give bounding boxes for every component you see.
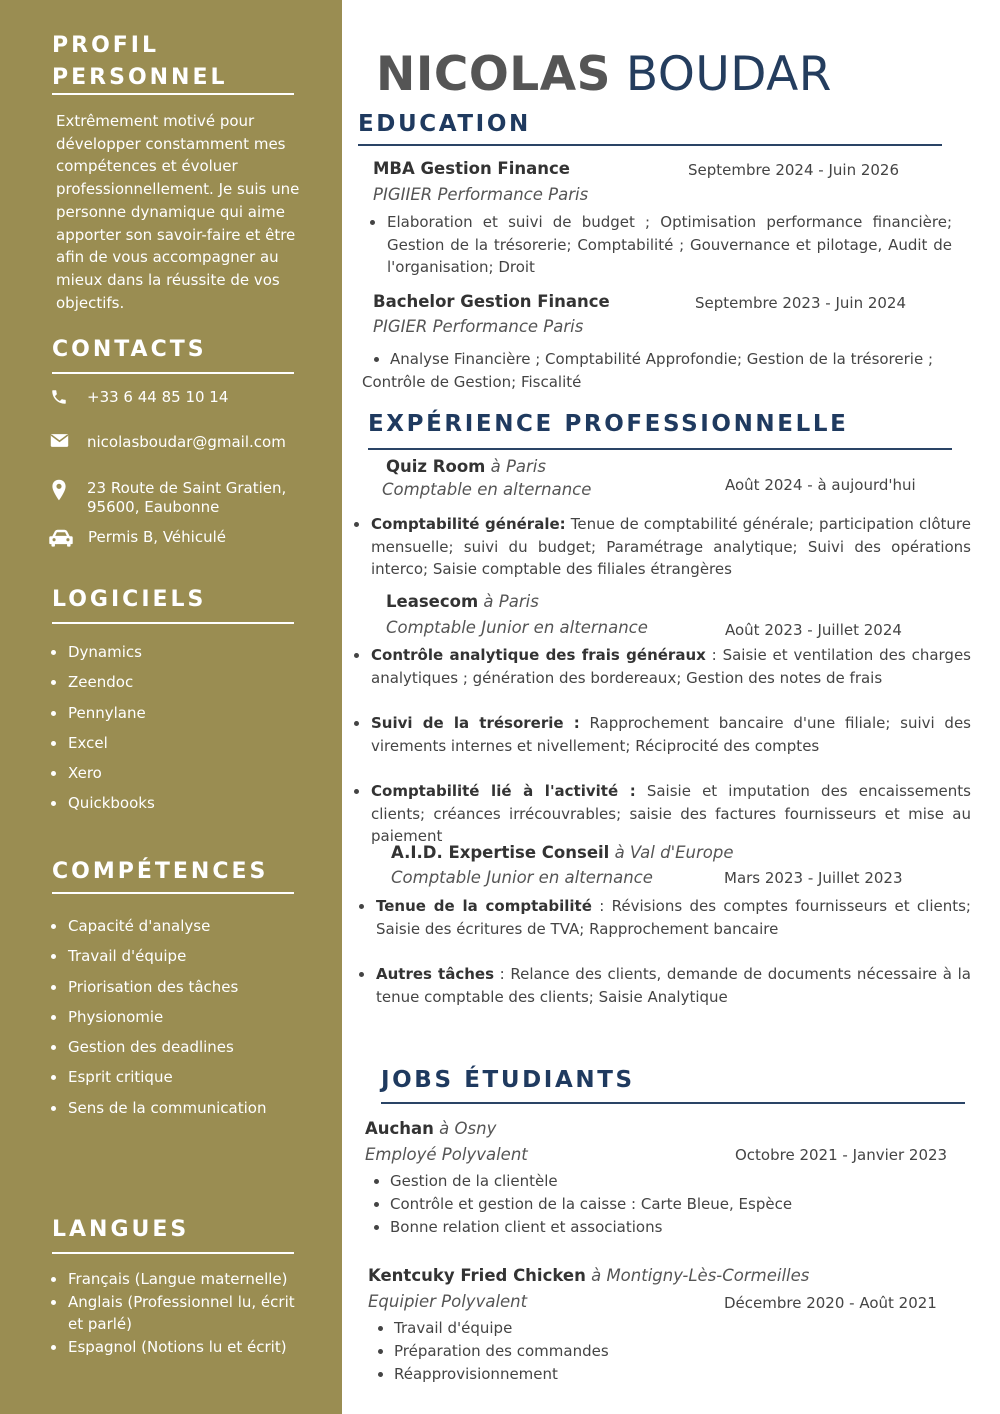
list-item: Gestion de la clientèle xyxy=(390,1170,792,1193)
list-item: Quickbooks xyxy=(50,788,310,818)
student-job-role: Employé Polyvalent xyxy=(365,1145,528,1164)
job-company: Quiz Room à Paris xyxy=(386,457,546,476)
profile-text: Extrêmement motivé pour développer constamment mes compétences et évoluer professionnellement. Je suis une personne dynamique qui aime apporter son savoir-faire et être afin de vous accompagner au mieux dans la réussite de vos objectifs. xyxy=(56,112,300,312)
sidebar xyxy=(0,0,342,1414)
phone-number: +33 6 44 85 10 14 xyxy=(87,388,229,406)
languages-list xyxy=(50,1268,300,1359)
education-details-continued: Contrôle de Gestion; Fiscalité xyxy=(362,373,582,391)
education-title: MBA Gestion Finance xyxy=(373,159,570,178)
list-item: Analyse Financière ; Comptabilité Approfondie; Gestion de la trésorerie ; xyxy=(390,348,933,371)
car-icon xyxy=(48,528,74,550)
experience-heading: EXPÉRIENCE PROFESSIONNELLE xyxy=(368,411,849,437)
email-address: nicolasboudar@gmail.com xyxy=(87,433,286,451)
list-item: Esprit critique xyxy=(50,1062,310,1092)
list-item: Zeendoc xyxy=(50,667,310,697)
job-dates: Août 2023 - Juillet 2024 xyxy=(725,621,902,639)
list-item: Bonne relation client et associations xyxy=(390,1216,792,1239)
job-dates: Mars 2023 - Juillet 2023 xyxy=(724,869,903,887)
candidate-name xyxy=(376,46,832,104)
languages-divider xyxy=(52,1252,294,1254)
education-details xyxy=(390,348,933,371)
student-job-tasks xyxy=(390,1170,792,1239)
job-task: Tenue de la comptabilité : Révisions des comptes fournisseurs et clients; Saisie des écritures de TVA; Rapprochement bancaire xyxy=(376,895,971,940)
list-item: Capacité d'analyse xyxy=(50,911,310,941)
student-job-company: Kentcuky Fried Chicken à Montigny-Lès-Cormeilles xyxy=(368,1266,810,1285)
list-item: Pennylane xyxy=(50,698,310,728)
list-item: Préparation des commandes xyxy=(394,1340,609,1363)
contacts-heading: CONTACTS xyxy=(52,337,207,362)
student-job-dates: Décembre 2020 - Août 2021 xyxy=(724,1294,937,1312)
job-role: Comptable Junior en alternance xyxy=(386,618,648,637)
mail-icon xyxy=(50,433,76,455)
education-divider xyxy=(358,144,942,146)
education-school: PIGIIER Performance Paris xyxy=(373,185,589,204)
software-heading: LOGICIELS xyxy=(52,587,207,612)
education-school: PIGIER Performance Paris xyxy=(373,317,584,336)
job-company: Leasecom à Paris xyxy=(386,592,539,611)
education-dates: Septembre 2024 - Juin 2026 xyxy=(688,161,900,179)
list-item: Contrôle et gestion de la caisse : Carte Bleue, Espèce xyxy=(390,1193,792,1216)
job-task: Comptabilité générale: Tenue de comptabilité générale; participation clôture mensuelle; suivi du budget; Paramétrage analytique; Suivi des opérations interco; Saisie comptable des filiales étrangères xyxy=(371,513,971,581)
skills-list xyxy=(50,911,310,1123)
student-job-company: Auchan à Osny xyxy=(365,1119,497,1138)
address-line1: 23 Route de Saint Gratien, xyxy=(87,479,287,497)
student-jobs-divider xyxy=(381,1102,965,1104)
phone-icon xyxy=(50,388,76,410)
education-dates: Septembre 2023 - Juin 2024 xyxy=(695,294,907,312)
first-name: NICOLAS xyxy=(376,47,611,102)
profile-divider xyxy=(52,93,294,95)
contacts-divider xyxy=(52,372,294,374)
list-item: Xero xyxy=(50,758,310,788)
list-item: Physionomie xyxy=(50,1002,310,1032)
list-item: Travail d'équipe xyxy=(394,1317,609,1340)
list-item: Excel xyxy=(50,728,310,758)
job-task: Contrôle analytique des frais généraux : Saisie et ventilation des charges analytiques ; génération des bordereaux; Gestion des notes de frais xyxy=(371,644,971,689)
list-item: Travail d'équipe xyxy=(50,941,310,971)
education-heading: EDUCATION xyxy=(358,111,531,137)
student-job-tasks xyxy=(394,1317,609,1386)
skills-heading: COMPÉTENCES xyxy=(52,859,269,884)
job-dates: Août 2024 - à aujourd'hui xyxy=(725,476,916,494)
location-pin-icon xyxy=(50,479,76,501)
list-item: Espagnol (Notions lu et écrit) xyxy=(50,1336,300,1359)
student-job-dates: Octobre 2021 - Janvier 2023 xyxy=(735,1146,948,1164)
list-item: Français (Langue maternelle) xyxy=(50,1268,300,1291)
list-item: Anglais (Professionnel lu, écrit et parlé) xyxy=(50,1291,300,1336)
job-task: Suivi de la trésorerie : Rapprochement bancaire d'une filiale; suivi des virements internes et nivellement; Réciprocité des comptes xyxy=(371,712,971,757)
languages-heading: LANGUES xyxy=(52,1217,190,1242)
list-item: Gestion des deadlines xyxy=(50,1032,310,1062)
list-item: Dynamics xyxy=(50,637,310,667)
profile-heading: PROFIL PERSONNEL xyxy=(52,33,228,90)
student-job-role: Equipier Polyvalent xyxy=(368,1292,528,1311)
job-company: A.I.D. Expertise Conseil à Val d'Europe xyxy=(391,843,734,862)
job-role: Comptable en alternance xyxy=(382,480,592,499)
address-line2: 95600, Eaubonne xyxy=(87,498,220,516)
list-item: Sens de la communication xyxy=(50,1093,310,1123)
education-title: Bachelor Gestion Finance xyxy=(373,292,610,311)
software-divider xyxy=(52,622,294,624)
skills-divider xyxy=(52,892,294,894)
last-name: BOUDAR xyxy=(625,47,832,102)
experience-divider xyxy=(368,448,952,450)
list-item: Réapprovisionnement xyxy=(394,1363,609,1386)
software-list xyxy=(50,637,310,819)
license-text: Permis B, Véhiculé xyxy=(88,528,226,546)
job-task: Autres tâches : Relance des clients, demande de documents nécessaire à la tenue comptable des clients; Saisie Analytique xyxy=(376,963,971,1008)
education-details: Elaboration et suivi de budget ; Optimisation performance financière; Gestion de la trésorerie; Comptabilité ; Gouvernance et pilotage, Audit de l'organisation; Droit xyxy=(387,211,952,279)
student-jobs-heading: JOBS ÉTUDIANTS xyxy=(381,1067,635,1093)
list-item: Priorisation des tâches xyxy=(50,972,310,1002)
job-role: Comptable Junior en alternance xyxy=(391,868,653,887)
job-task: Comptabilité lié à l'activité : Saisie et imputation des encaissements clients; créances irrécouvrables; saisie des factures fournisseurs et mise au paiement xyxy=(371,780,971,848)
